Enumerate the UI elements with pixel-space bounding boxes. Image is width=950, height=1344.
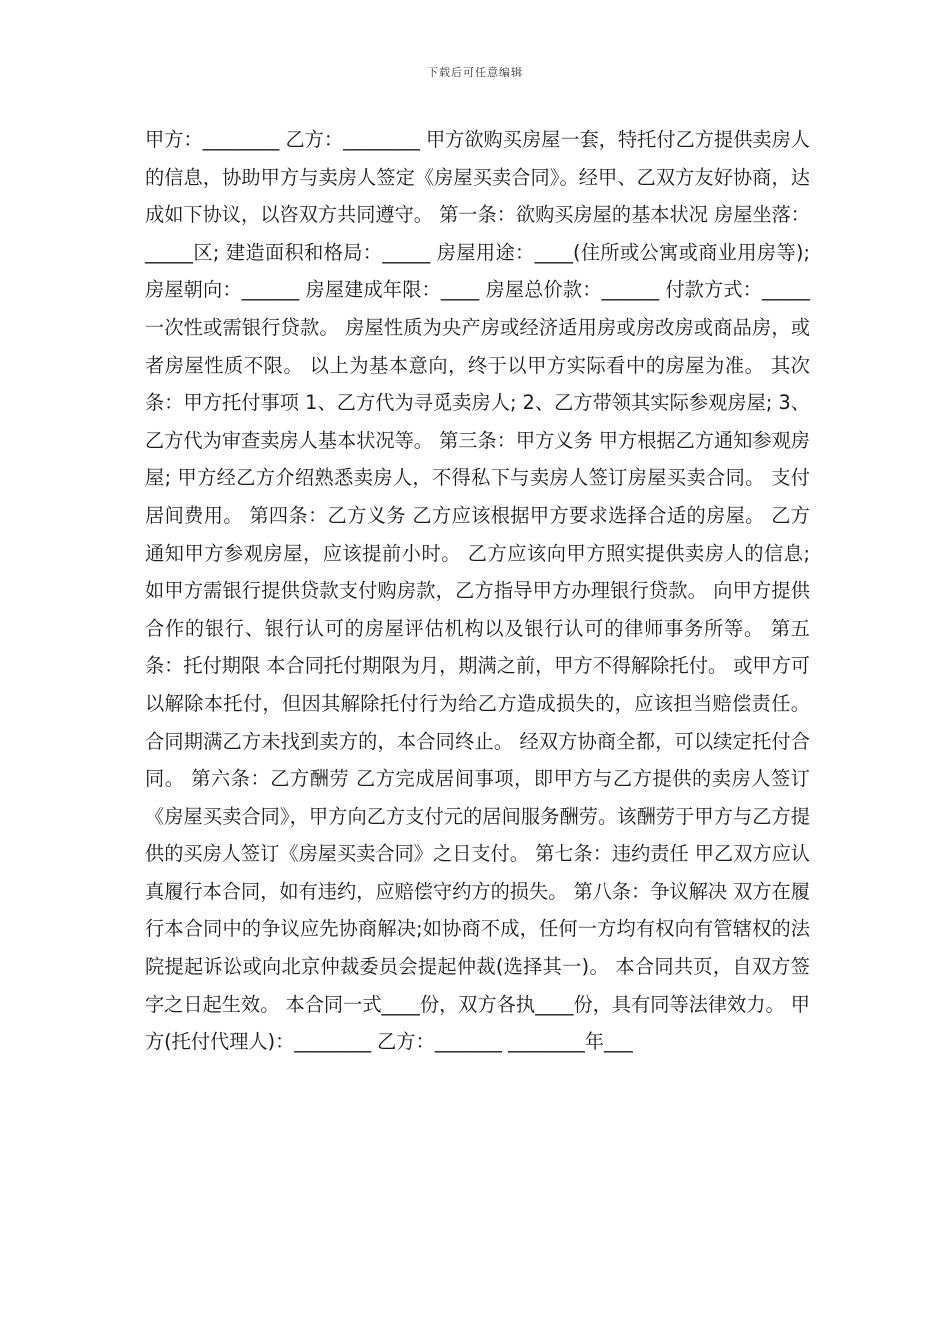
contract-body-text: 甲方：________ 乙方：________ 甲方欲购买房屋一套，特托付乙方提供卖房人的信息，协助甲方与卖房人签定《房屋买卖合同》。经甲、乙双方友好协商，达成如下协议，以咨双方共同遵守。 第一条：欲购买房屋的基本状况 房屋坐落：_____区; 建造面积和格局：_____ 房屋用途：____(住所或公寓或商业用房等); 房屋朝向：______ 房屋建成年限：____ 房屋总价款：______ 付款方式：_____一次性或需银行贷款。 房屋性质为央产房或经济适用房或房改房或商品房，或者房屋性质不限。 以上为基本意向，终于以甲方实际看中的房屋为准。 其次条：甲方托付事项 1、乙方代为寻觅卖房人; 2、乙方带领其实际参观房屋; 3、乙方代为审查卖房人基本状况等。 第三条：甲方义务 甲方根据乙方通知参观房屋; 甲方经乙方介绍熟悉卖房人，不得私下与卖房人签订房屋买卖合同。 支付居间费用。 第四条：乙方义务 乙方应该根据甲方要求选择合适的房屋。 乙方通知甲方参观房屋，应该提前小时。 乙方应该向甲方照实提供卖房人的信息; 如甲方需银行提供贷款支付购房款，乙方指导甲方办理银行贷款。 向甲方提供合作的银行、银行认可的房屋评估机构以及银行认可的律师事务所等。 第五条：托付期限 本合同托付期限为月，期满之前，甲方不得解除托付。 或甲方可以解除本托付，但因其解除托付行为给乙方造成损失的，应该担当赔偿责任。 合同期满乙方未找到卖方的，本合同终止。 经双方协商全都，可以续定托付合同。 第六条：乙方酬劳 乙方完成居间事项，即甲方与乙方提供的卖房人签订《房屋买卖合同》，甲方向乙方支付元的居间服务酬劳。该酬劳于甲方与乙方提供的买房人签订《房屋买卖合同》之日支付。 第七条：违约责任 甲乙双方应认真履行本合同，如有违约，应赔偿守约方的损失。 第八条：争议解决 双方在履行本合同中的争议应先协商解决;如协商不成，任何一方均有权向有管辖权的法院提起诉讼或向北京仲裁委员会提起仲裁(选择其一)。 本合同共页，自双方签字之日起生效。 本合同一式____份，双方各执____份，具有同等法律效力。 甲方(托付代理人)：________ 乙方：_______ ________年___ [145,128,810,1054]
page-header: 下载后可任意编辑 [427,66,523,79]
